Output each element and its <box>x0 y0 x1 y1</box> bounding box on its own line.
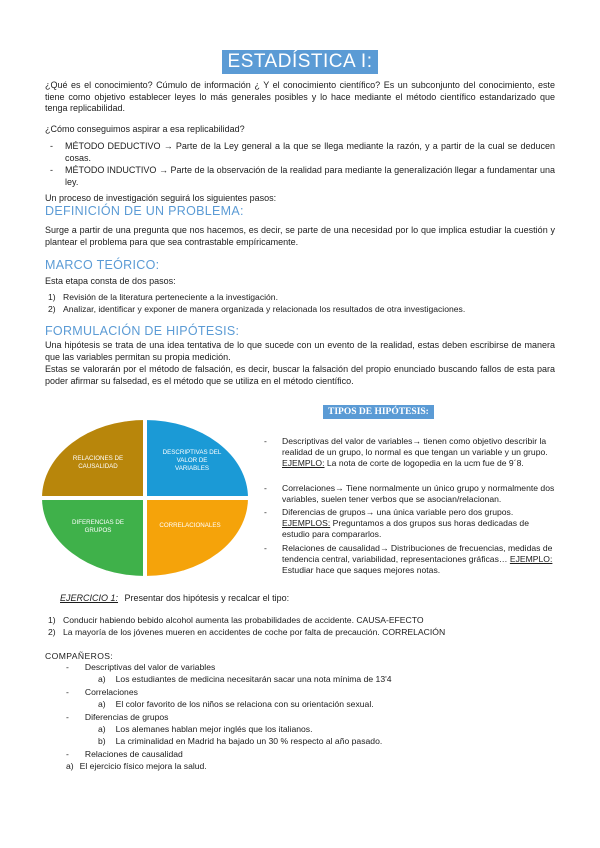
tipo-text: Relaciones de causalidad→ Distribuciones de frecuencias, medidas de tendencia central, variabilidad, representaciones gráficas… <box>282 543 553 565</box>
sub-item: a) El ejercicio físico mejora la salud. <box>66 761 207 771</box>
marco-item-1: 1) Revisión de la literatura perteneciente a la investigación. <box>45 292 555 304</box>
marco-item-text: Revisión de la literatura perteneciente a la investigación. <box>63 292 278 302</box>
heading-marco: MARCO TEÓRICO: <box>45 258 160 272</box>
ejemplo-label: EJEMPLO: <box>509 554 553 565</box>
tipo-descriptivas: - Descriptivas del valor de variables→ tienen como objetivo describir la realidad de un grupo, lo normal es que tengan un variable y un grupo. EJEMPLO: La nota de corte de logopedia en la ucm fue de 9´8. <box>264 436 548 469</box>
heading-formulacion: FORMULACIÓN DE HIPÓTESIS: <box>45 324 240 338</box>
quadrant-label: VALOR DE <box>176 457 208 464</box>
tipo-example: Preguntamos a dos grupos sus horas dedicadas de estudio para compararlos. <box>282 518 529 540</box>
sub-item: a) Los estudiantes de medicina necesitarán sacar una nota mínima de 13'4 <box>98 674 392 684</box>
ejercicio-header <box>60 593 289 603</box>
group-name: Diferencias de grupos <box>84 712 169 722</box>
bullet-deductivo: - MÉTODO DEDUCTIVO → Parte de la Ley general a la que se llega mediante la razón, y a partir de la cual se deducen cosas. <box>50 141 555 163</box>
intro-paragraph: ¿Qué es el conocimiento? Cúmulo de información ¿ Y el conocimiento científico? Es un subconjunto del conocimiento, este tiene como objetivo establecer leyes lo más generales posibles y lo hace mediante el método científico estandarizado que tenga replicabilidad. <box>45 80 555 113</box>
tipo-diferencias: - Diferencias de grupos→ una única variable pero dos grupos. EJEMPLOS: Preguntamos a dos grupos sus horas dedicadas de estudio para compararlos. <box>264 507 529 540</box>
formulacion-p1: Una hipótesis se trata de una idea tentativa de lo que sucede con un evento de la realidad, estas deben escribirse de manera que las variables permitan su propia medición. <box>45 340 555 362</box>
replicability-question: ¿Cómo conseguimos aspirar a esa replicabilidad? <box>45 124 245 134</box>
quadrant-label: DIFERENCIAS DE <box>72 519 124 526</box>
tipo-text: Descriptivas del valor de variables→ tienen como objetivo describir la realidad de un grupo, lo normal es que tengan un variable y un grupo. <box>282 436 548 458</box>
quadrant-diferencias <box>40 500 143 578</box>
process-intro: Un proceso de investigación seguirá los siguientes pasos: <box>45 193 277 203</box>
sub-item: a) Los alemanes hablan mejor inglés que los italianos. <box>98 724 313 734</box>
ejercicio-item-1: 1) Conducir habiendo bebido alcohol aumenta las probabilidades de accidente. CAUSA-EFECTO <box>45 615 555 627</box>
hypothesis-types-diagram <box>40 418 250 578</box>
group-name: Relaciones de causalidad <box>84 749 183 759</box>
group-descriptivas: - Descriptivas del valor de variables <box>66 662 216 672</box>
sub-item-text: El color favorito de los niños se relaciona con su orientación sexual. <box>115 699 374 709</box>
bullet-inductivo: - MÉTODO INDUCTIVO → Parte de la observación de la realidad para mediante la generalización llegar a fundamentar una ley. <box>50 165 555 187</box>
quadrant-correlacionales <box>147 500 250 578</box>
companeros-heading: COMPAÑEROS: <box>45 651 114 661</box>
document-title: ESTADÍSTICA I: <box>222 50 379 74</box>
tipo-causalidad: - Relaciones de causalidad→ Distribuciones de frecuencias, medidas de tendencia central, variabilidad, representaciones gráficas… EJEMPLO: Estudiar hace que saques mejores notas. <box>264 543 553 576</box>
formulacion-p2: Estas se valorarán por el método de falsación, es decir, buscar la falsación del propio enunciado buscando fallos de esta para poder afirmar su falsedad, es el método que se utiliza en el método científico. <box>45 364 555 386</box>
ejercicio-text: Presentar dos hipótesis y recalcar el tipo: <box>124 593 290 603</box>
ejemplo-label: EJEMPLOS: <box>282 518 331 529</box>
quadrant-label: CAUSALIDAD <box>78 463 118 470</box>
quadrant-label: GRUPOS <box>84 527 112 534</box>
sub-item-text: El ejercicio físico mejora la salud. <box>79 761 207 771</box>
ejercicio-label: EJERCICIO 1: <box>60 593 119 603</box>
marco-item-text: Analizar, identificar y exponer de manera organizada y relacionada los resultados de otra investigaciones. <box>63 304 466 314</box>
heading-definicion: DEFINICIÓN DE UN PROBLEMA: <box>45 204 244 218</box>
sub-item-text: Los estudiantes de medicina necesitarán sacar una nota mínima de 13'4 <box>115 674 392 684</box>
tipo-example: Estudiar hace que saques mejores notas. <box>282 565 441 576</box>
group-diferencias: - Diferencias de grupos <box>66 712 169 722</box>
title-wrap <box>0 50 600 74</box>
tipos-title: TIPOS DE HIPÓTESIS: <box>323 405 434 419</box>
tipo-example: La nota de corte de logopedia en la ucm fue de 9´8. <box>324 458 524 469</box>
bullet-text: MÉTODO DEDUCTIVO → Parte de la Ley general a la que se llega mediante la razón, y a partir de la cual se deducen cosas. <box>65 141 555 163</box>
quadrant-label: DESCRIPTIVAS DEL <box>162 449 222 456</box>
ejemplo-label: EJEMPLO: <box>282 458 325 469</box>
tipo-text: Diferencias de grupos→ una única variable pero dos grupos. <box>282 507 514 517</box>
tipo-text: Correlaciones→ Tiene normalmente un único grupo y normalmente dos variables, suelen tener verbos que se asocian/relacionan. <box>282 483 555 505</box>
marco-text: Esta etapa consta de dos pasos: <box>45 276 176 286</box>
group-name: Descriptivas del valor de variables <box>84 662 216 672</box>
sub-item-text: Los alemanes hablan mejor inglés que los italianos. <box>115 724 313 734</box>
quadrant-label: CORRELACIONALES <box>159 522 221 529</box>
group-name: Correlaciones <box>84 687 138 697</box>
marco-item-2: 2) Analizar, identificar y exponer de manera organizada y relacionada los resultados de otra investigaciones. <box>45 304 555 316</box>
sub-item-text: La criminalidad en Madrid ha bajado un 30 % respecto al año pasado. <box>115 736 383 746</box>
tipo-correlaciones: - Correlaciones→ Tiene normalmente un único grupo y normalmente dos variables, suelen tener verbos que se asocian/relacionan. <box>264 483 555 505</box>
group-correlaciones: - Correlaciones <box>66 687 138 697</box>
group-causalidad: - Relaciones de causalidad <box>66 749 183 759</box>
bullet-text: MÉTODO INDUCTIVO → Parte de la observación de la realidad para mediante la generalización llegar a fundamentar una ley. <box>65 165 555 187</box>
sub-item: a) El color favorito de los niños se relaciona con su orientación sexual. <box>98 699 374 709</box>
sub-item: b) La criminalidad en Madrid ha bajado un 30 % respecto al año pasado. <box>98 736 383 746</box>
quadrant-label: RELACIONES DE <box>72 455 124 462</box>
definicion-text: Surge a partir de una pregunta que nos hacemos, es decir, se parte de una necesidad por lo que implica estudiar la cuestión y plantear el problema para que sea contrastable empíricamente. <box>45 225 555 247</box>
ejercicio-item-text: La mayoría de los jóvenes mueren en accidentes de coche por falta de precaución. CORRELACIÓN <box>63 627 446 637</box>
ejercicio-item-text: Conducir habiendo bebido alcohol aumenta las probabilidades de accidente. CAUSA-EFECTO <box>63 615 424 625</box>
quadrant-label: VARIABLES <box>175 465 209 472</box>
ejercicio-item-2: 2) La mayoría de los jóvenes mueren en accidentes de coche por falta de precaución. CORRELACIÓN <box>45 627 555 639</box>
